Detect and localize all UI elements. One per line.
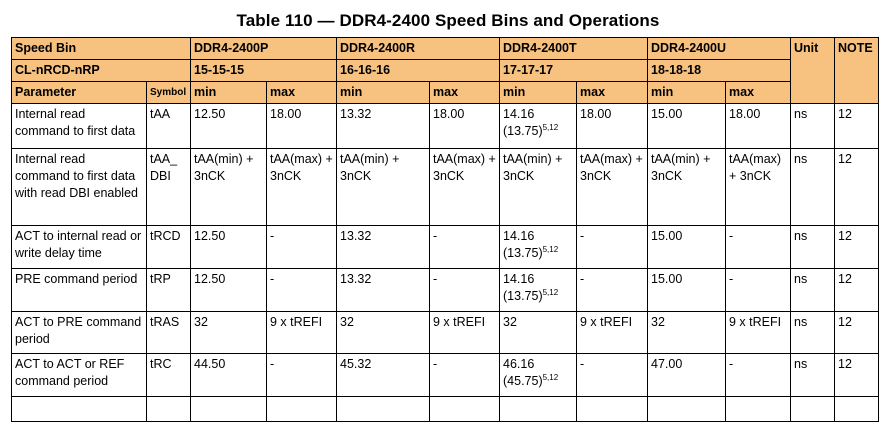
param-cell: Internal read command to first data <box>12 104 147 149</box>
param-cell: ACT to ACT or REF command period <box>12 354 147 397</box>
cl-label: CL-nRCD-nRP <box>12 60 191 82</box>
value-cell: 13.32 <box>337 104 430 149</box>
unit-cell: ns <box>791 269 835 312</box>
value-cell: 32 <box>648 312 726 354</box>
value-cell: 12.50 <box>191 104 267 149</box>
empty-cell <box>791 397 835 422</box>
value-text: 14.16 <box>503 229 535 243</box>
value-cell: - <box>726 354 791 397</box>
bin-cl: 18-18-18 <box>648 60 791 82</box>
empty-cell <box>648 397 726 422</box>
value-cell: 44.50 <box>191 354 267 397</box>
table-row <box>12 269 879 312</box>
empty-cell <box>12 397 147 422</box>
note-cell: 12 <box>835 312 879 354</box>
value-cell: - <box>577 269 648 312</box>
value-cell: - <box>577 354 648 397</box>
value-cell: 13.32 <box>337 226 430 269</box>
value-cell <box>500 226 577 269</box>
bin-name: DDR4-2400R <box>337 38 500 60</box>
table-row <box>12 226 879 269</box>
footnote-ref: 5,12 <box>542 244 559 254</box>
param-cell: Internal read command to first data with read DBI enabled <box>12 149 147 226</box>
value-cell: 18.00 <box>577 104 648 149</box>
value-cell: 32 <box>337 312 430 354</box>
param-cell: ACT to PRE command period <box>12 312 147 354</box>
value-cell: - <box>726 269 791 312</box>
empty-cell <box>191 397 267 422</box>
empty-cell <box>430 397 500 422</box>
value-cell: tAA(max) + 3nCK <box>430 149 500 226</box>
value-text: 14.16 <box>503 272 535 286</box>
value-cell: 9 x tREFI <box>726 312 791 354</box>
param-cell: PRE command period <box>12 269 147 312</box>
symbol-cell: tAA_ DBI <box>147 149 191 226</box>
unit-cell: ns <box>791 226 835 269</box>
value-cell: tAA(min) + 3nCK <box>500 149 577 226</box>
min-header: min <box>648 82 726 104</box>
min-header: min <box>500 82 577 104</box>
min-header: min <box>337 82 430 104</box>
value-cell: - <box>726 226 791 269</box>
table-row <box>12 312 879 354</box>
symbol-cell: tRAS <box>147 312 191 354</box>
value-alt: (13.75) <box>503 124 543 138</box>
bin-cl: 17-17-17 <box>500 60 648 82</box>
param-cell: ACT to internal read or write delay time <box>12 226 147 269</box>
max-header: max <box>577 82 648 104</box>
empty-cell <box>835 397 879 422</box>
value-cell: tAA(min) + 3nCK <box>191 149 267 226</box>
value-cell: tAA(min) + 3nCK <box>337 149 430 226</box>
note-cell: 12 <box>835 354 879 397</box>
value-cell: 47.00 <box>648 354 726 397</box>
value-cell: - <box>430 269 500 312</box>
symbol-cell: tRP <box>147 269 191 312</box>
value-cell: 15.00 <box>648 104 726 149</box>
value-cell: - <box>267 354 337 397</box>
bin-name: DDR4-2400P <box>191 38 337 60</box>
value-cell: 15.00 <box>648 226 726 269</box>
note-cell: 12 <box>835 269 879 312</box>
table-row-cutoff <box>12 397 879 422</box>
value-cell: 12.50 <box>191 226 267 269</box>
value-cell: - <box>267 269 337 312</box>
value-cell: 32 <box>500 312 577 354</box>
footnote-ref: 5,12 <box>542 287 559 297</box>
note-cell: 12 <box>835 149 879 226</box>
value-cell: 32 <box>191 312 267 354</box>
value-cell: 9 x tREFI <box>430 312 500 354</box>
value-cell: 18.00 <box>430 104 500 149</box>
empty-cell <box>726 397 791 422</box>
unit-header: Unit <box>791 38 835 104</box>
symbol-cell: tRC <box>147 354 191 397</box>
value-cell: 12.50 <box>191 269 267 312</box>
value-cell: - <box>430 226 500 269</box>
value-cell: - <box>267 226 337 269</box>
table-row <box>12 104 879 149</box>
max-header: max <box>430 82 500 104</box>
empty-cell <box>577 397 648 422</box>
empty-cell <box>147 397 191 422</box>
value-alt: (13.75) <box>503 246 543 260</box>
value-cell: - <box>577 226 648 269</box>
table-title: Table 110 — DDR4-2400 Speed Bins and Operations <box>236 11 660 30</box>
value-cell: tAA(min) + 3nCK <box>648 149 726 226</box>
value-cell: 18.00 <box>726 104 791 149</box>
unit-cell: ns <box>791 312 835 354</box>
footnote-ref: 5,12 <box>542 122 559 132</box>
value-text: 14.16 <box>503 107 535 121</box>
unit-cell: ns <box>791 149 835 226</box>
note-cell: 12 <box>835 104 879 149</box>
value-cell: 45.32 <box>337 354 430 397</box>
speed-bin-label: Speed Bin <box>12 38 191 60</box>
value-cell <box>500 269 577 312</box>
header-row-cl <box>12 60 879 82</box>
parameter-header: Parameter <box>12 82 147 104</box>
note-header: NOTE <box>835 38 879 104</box>
table-row <box>12 354 879 397</box>
max-header: max <box>726 82 791 104</box>
max-header: max <box>267 82 337 104</box>
bin-cl: 15-15-15 <box>191 60 337 82</box>
value-cell: 15.00 <box>648 269 726 312</box>
value-cell: tAA(max) + 3nCK <box>577 149 648 226</box>
table-row <box>12 149 879 226</box>
value-cell: 18.00 <box>267 104 337 149</box>
header-row-speed-bin <box>12 38 879 60</box>
empty-cell <box>500 397 577 422</box>
note-cell: 12 <box>835 226 879 269</box>
symbol-cell: tAA <box>147 104 191 149</box>
symbol-header: Symbol <box>147 82 191 104</box>
value-cell: tAA(max) + 3nCK <box>726 149 791 226</box>
unit-cell: ns <box>791 104 835 149</box>
value-cell: 9 x tREFI <box>577 312 648 354</box>
value-text: 46.16 <box>503 357 535 371</box>
bin-name: DDR4-2400T <box>500 38 648 60</box>
value-cell <box>500 104 577 149</box>
empty-cell <box>337 397 430 422</box>
empty-cell <box>267 397 337 422</box>
value-alt: (13.75) <box>503 289 543 303</box>
unit-cell: ns <box>791 354 835 397</box>
speed-bin-table <box>11 37 879 422</box>
header-row-parameter <box>12 82 879 104</box>
value-cell: - <box>430 354 500 397</box>
footnote-ref: 5,12 <box>542 372 559 382</box>
value-cell: 13.32 <box>337 269 430 312</box>
bin-name: DDR4-2400U <box>648 38 791 60</box>
min-header: min <box>191 82 267 104</box>
symbol-cell: tRCD <box>147 226 191 269</box>
value-cell <box>500 354 577 397</box>
value-cell: 9 x tREFI <box>267 312 337 354</box>
value-alt: (45.75) <box>503 374 543 388</box>
value-cell: tAA(max) + 3nCK <box>267 149 337 226</box>
bin-cl: 16-16-16 <box>337 60 500 82</box>
